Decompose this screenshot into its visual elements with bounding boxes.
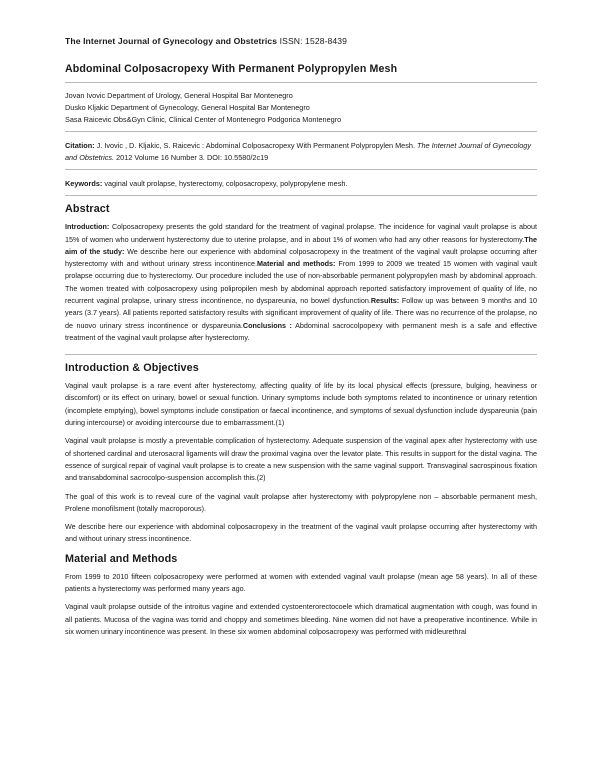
journal-name: The Internet Journal of Gynecology and Obstetrics bbox=[65, 36, 278, 46]
journal-issn: ISSN: 1528-8439 bbox=[277, 36, 348, 46]
abstract-intro-text: Colposacropexy presents the gold standard for the treatment of vaginal prolapse. The incidence for vaginal vault prolapse is about 15% of women who underwent hysterectomy due to uterine prolapse, and in about 1% of women who had any other reasons for hysterectomy. bbox=[65, 222, 537, 244]
title-divider bbox=[65, 82, 537, 83]
authors-divider bbox=[65, 131, 537, 132]
abstract-results-label: Results: bbox=[370, 295, 400, 305]
author-affiliation: Dusko Kljakic Department of Gynecology, General Hospital Bar Montenegro bbox=[65, 102, 310, 112]
citation bbox=[65, 140, 537, 163]
author-list bbox=[65, 90, 537, 125]
abstract-intro-label: Introduction: bbox=[65, 222, 110, 232]
citation-journal: The Internet Journal of Gynecology and Obstetrics. bbox=[65, 141, 531, 162]
abstract-aim-text: We describe here our experience with abdominal colposacropexy in the treatment of the vaginal vault prolapse occurring after hysterectomy with and without urinary stress incontinence. bbox=[65, 246, 537, 269]
abstract-heading: Abstract bbox=[65, 203, 110, 216]
journal-header bbox=[65, 36, 537, 46]
abstract-aim-label: The aim of the study: bbox=[65, 234, 537, 256]
citation-text: J. Ivovic , D. Kljakic, S. Raicevic : Abdominal Colposacropexy With Permanent Polypropylen Mesh. bbox=[94, 141, 415, 151]
keywords bbox=[65, 178, 537, 189]
abstract-conclusions-text: Abdominal sacrocolpopexy with permanent mesh is a safe and effective treatment of the vaginal vault prolapse after hysterectomy. bbox=[65, 320, 537, 342]
author-affiliation: Sasa Raicevic Obs&Gyn Clinic, Clinical Center of Montenegro Podgorica Montenegro bbox=[65, 114, 342, 124]
methods-heading: Material and Methods bbox=[65, 552, 178, 565]
citation-label: Citation: bbox=[65, 141, 95, 151]
abstract-divider bbox=[65, 354, 537, 355]
keywords-divider bbox=[65, 195, 537, 196]
article-page bbox=[65, 36, 537, 638]
paragraph: From 1999 to 2010 fifteen colposacropexy were performed at women with extended vaginal vault prolapse (mean age 58 years). In all of these patients a hysterectomy was performed many years ago. bbox=[65, 571, 537, 594]
abstract-results-text: Follow up was between 9 months and 10 years (3.7 years). All patients reported satisfactory results with significant improvement of quality of life. There was no recurrence of the prolapse, no de nuovo urinary stress incontinence or dyspareunia. bbox=[65, 295, 537, 330]
abstract-conclusions-label: Conclusions : bbox=[242, 320, 292, 330]
paragraph: We describe here our experience with abdominal colposacropexy in the treatment of the vaginal vault prolapse occurring after hysterectomy with and without urinary stress incontinence. bbox=[65, 522, 537, 544]
paragraph: Vaginal vault prolapse outside of the introitus vagine and extended cystoenterorectocoele which dramatical augmentation with cough, was found in all patients. Mucosa of the vagina was torrid and choppy and sometimes bleeding. Nine women did not have a preoperative incontinence. While in six women urinary incontinence was present. In these six women abdominal colposacropexy was performed with midleurethral bbox=[65, 602, 537, 636]
paragraph: The goal of this work is to reveal cure of the vaginal vault prolapse after hysterectomy with polypropylene non – absorbable permanent mesh, Prolene monofilsment (totally macroporous). bbox=[65, 491, 537, 513]
abstract-text bbox=[65, 221, 537, 344]
author-affiliation: Jovan Ivovic Department of Urology, General Hospital Bar Montenegro bbox=[65, 91, 293, 100]
abstract-methods-text: From 1999 to 2009 we treated 15 women with vaginal vault prolapse occurring due to hysterectomy. Our procedure included the use of non-absorbable permanent polypropylen mash by abdominal approach. The women treated with colposacropexy using polipropilen mesh by abdominal approach reported satisfactory improvement of quality of life, no recurrent vaginal prolapse, urinary stress incontinence, no dyspareunia, no bowel dysfunction. bbox=[65, 259, 538, 305]
paragraph: Vaginal vault prolapse is a rare event after hysterectomy, affecting quality of life by its local physical effects (pressure, bulging, heaviness or discomfort) or its effect on urinary, bowel or sexual function. Urinary symptoms include both symptoms related to incontinence or urinary retention (incomplete emptying), bowel symptoms include constipation or faecal incontinence, and symptoms of sexual dysfunction include dyspareunia (pain during intercourse) or avoiding intercourse due to embarrassment.(1) bbox=[65, 381, 537, 428]
keywords-label: Keywords: bbox=[65, 179, 103, 189]
introduction-heading: Introduction & Objectives bbox=[65, 362, 199, 375]
article-title: Abdominal Colposacropexy With Permanent Polypropylen Mesh bbox=[65, 63, 398, 75]
abstract-methods-label: Material and methods: bbox=[257, 259, 336, 269]
keywords-text: vaginal vault prolapse, hysterectomy, colposacropexy, polypropylene mesh. bbox=[102, 179, 348, 189]
citation-divider bbox=[65, 169, 537, 170]
paragraph: Vaginal vault prolapse is mostly a preventable complication of hysterectomy. Adequate suspension of the vaginal apex after hysterectomy with use of shortened cardinal and uterosacral ligaments will draw the proximal vagina over the levator plate. This results in support for the distal vagina. The essence of surgical repair of vaginal vault prolapse is to create a new suspension with the same vaginal support. Transvaginal sacrospinous fixation and transabdominal sacrocolpo-suspension accomplish this.(2) bbox=[65, 436, 537, 483]
citation-details: 2012 Volume 16 Number 3. DOI: 10.5580/2c19 bbox=[114, 152, 269, 162]
